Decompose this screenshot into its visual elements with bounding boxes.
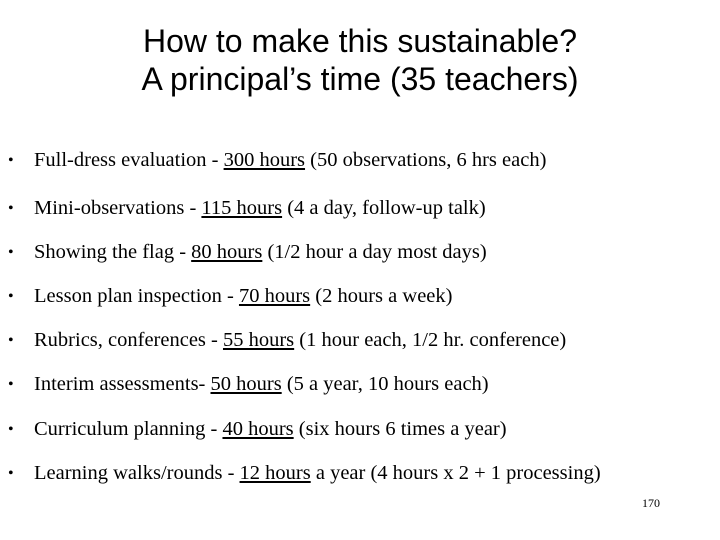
bullet-hours: 115 hours	[201, 197, 283, 219]
bullet-item-showing-the-flag	[8, 240, 487, 265]
page-number: 170	[642, 496, 660, 510]
bullet-text: Interim assessments-	[34, 373, 211, 395]
bullet-item-full-dress-evaluation	[8, 148, 546, 173]
bullet-text: Rubrics, conferences -	[34, 329, 223, 351]
bullet-item-interim-assessments	[8, 372, 489, 397]
bullet-text: Curriculum planning -	[34, 418, 223, 440]
bullet-hours: 50 hours	[210, 373, 282, 395]
bullet-text: Showing the flag -	[34, 241, 192, 263]
bullet-hours: 80 hours	[191, 241, 263, 263]
slide-title	[0, 22, 720, 98]
bullet-detail: (six hours 6 times a year)	[293, 418, 507, 440]
bullet-detail: a year (4 hours x 2 + 1 processing)	[310, 462, 601, 484]
bullet-detail: (1 hour each, 1/2 hr. conference)	[294, 329, 567, 351]
bullet-icon: •	[8, 421, 14, 438]
title-line-2: A principal’s time (35 teachers)	[141, 61, 579, 97]
bullet-hours: 12 hours	[239, 462, 311, 484]
bullet-hours: 55 hours	[222, 329, 295, 351]
bullet-detail: (4 a day, follow-up talk)	[282, 197, 486, 219]
bullet-icon: •	[8, 332, 14, 349]
bullet-icon: •	[8, 244, 14, 261]
bullet-item-curriculum-planning	[8, 417, 507, 442]
bullet-detail: (2 hours a week)	[310, 285, 453, 307]
bullet-text: Mini-observations -	[34, 197, 202, 219]
bullet-item-learning-walks	[8, 461, 601, 486]
bullet-icon: •	[8, 288, 14, 305]
bullet-text: Learning walks/rounds -	[34, 462, 240, 484]
bullet-icon: •	[8, 376, 14, 393]
bullet-hours: 70 hours	[238, 285, 311, 307]
bullet-hours: 40 hours	[222, 418, 294, 440]
bullet-detail: (5 a year, 10 hours each)	[281, 373, 489, 395]
bullet-item-lesson-plan-inspection	[8, 284, 452, 309]
bullet-item-rubrics-conferences	[8, 328, 566, 353]
bullet-icon: •	[8, 200, 14, 217]
bullet-text: Lesson plan inspection -	[34, 285, 239, 307]
title-line-1: How to make this sustainable?	[143, 23, 577, 59]
bullet-icon: •	[8, 465, 14, 482]
bullet-detail: (1/2 hour a day most days)	[262, 241, 487, 263]
bullet-hours: 300 hours	[223, 149, 306, 171]
bullet-icon: •	[8, 152, 14, 169]
bullet-item-mini-observations	[8, 196, 486, 221]
bullet-text: Full-dress evaluation -	[34, 149, 224, 171]
bullet-detail: (50 observations, 6 hrs each)	[305, 149, 547, 171]
